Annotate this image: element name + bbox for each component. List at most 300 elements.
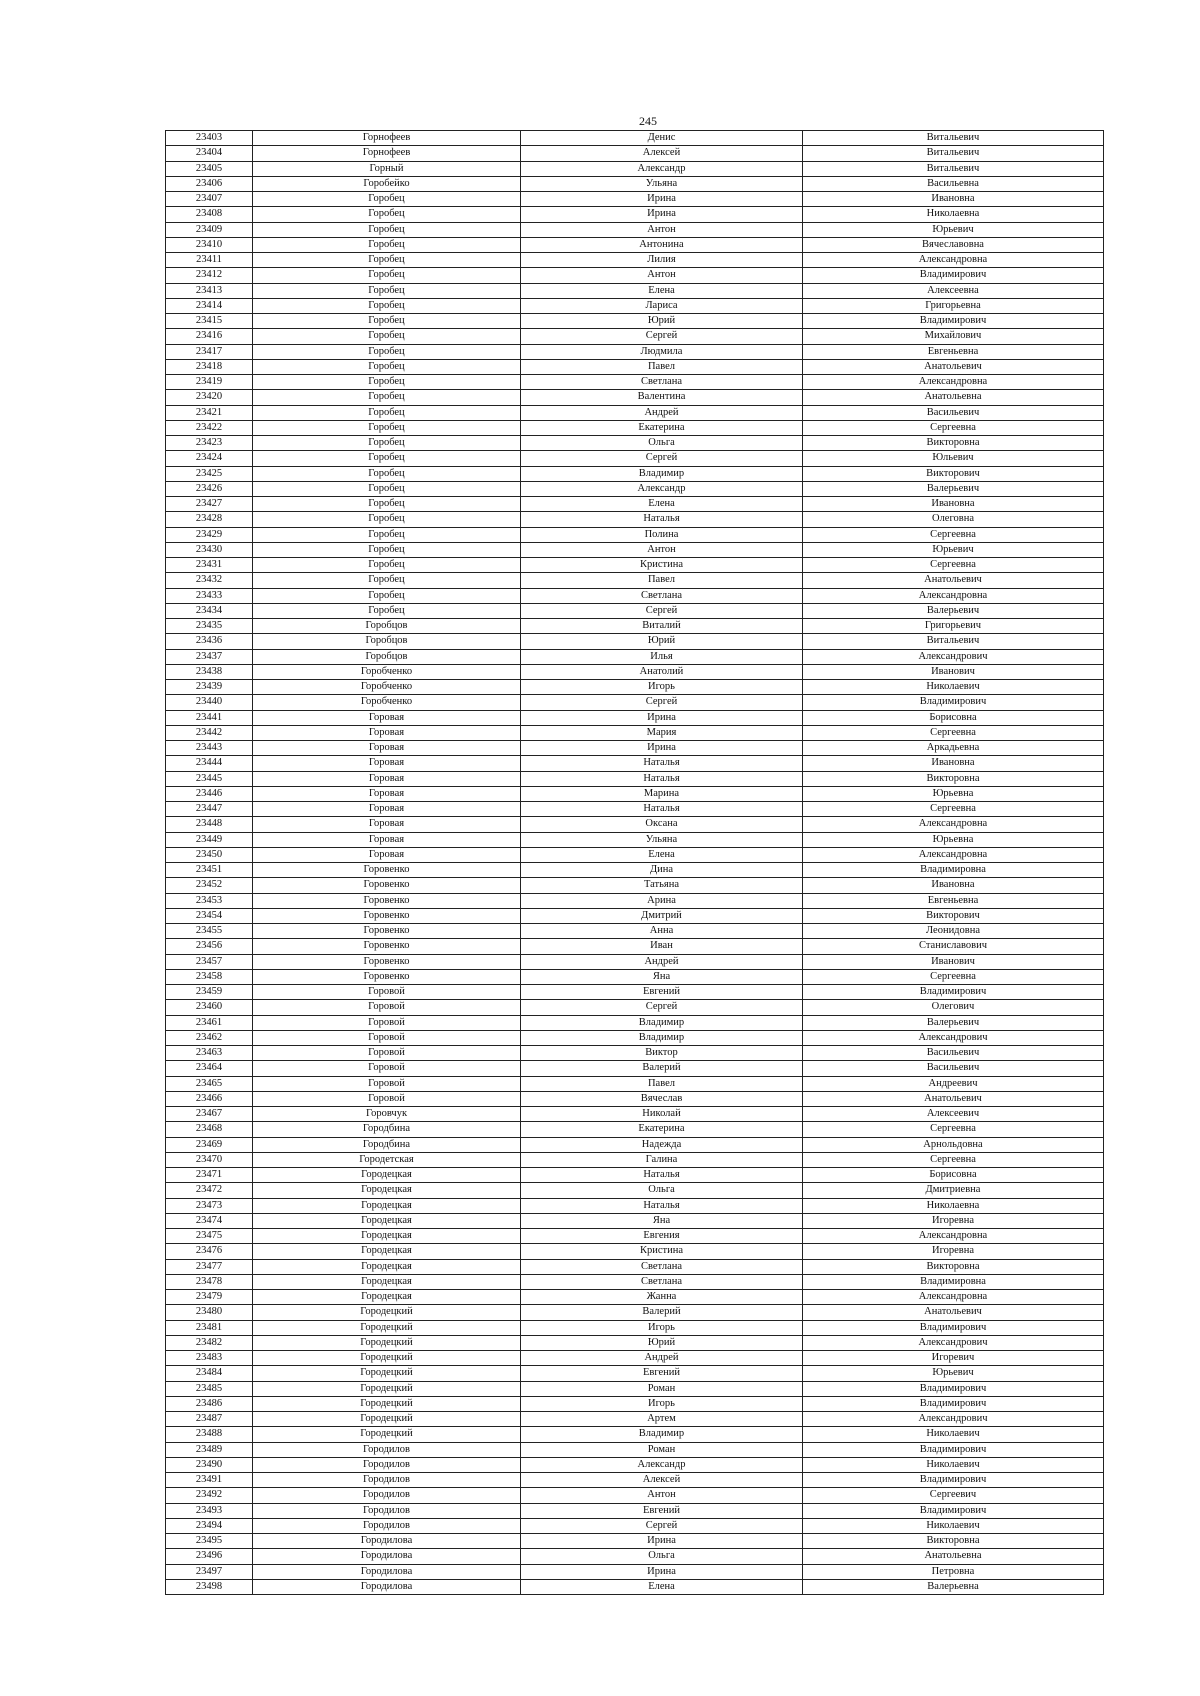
- surname-cell: Горовенко: [253, 908, 521, 923]
- patronymic-cell: Ивановна: [803, 878, 1104, 893]
- surname-cell: Городецкая: [253, 1213, 521, 1228]
- record-number-cell: 23441: [166, 710, 253, 725]
- record-number-cell: 23477: [166, 1259, 253, 1274]
- record-number-cell: 23481: [166, 1320, 253, 1335]
- surname-cell: Горовая: [253, 741, 521, 756]
- surname-cell: Горовенко: [253, 924, 521, 939]
- first-name-cell: Антон: [521, 268, 803, 283]
- record-number-cell: 23437: [166, 649, 253, 664]
- record-number-cell: 23417: [166, 344, 253, 359]
- first-name-cell: Евгений: [521, 1366, 803, 1381]
- table-row: [166, 420, 1104, 435]
- first-name-cell: Павел: [521, 359, 803, 374]
- record-number-cell: 23403: [166, 131, 253, 146]
- patronymic-cell: Николаевич: [803, 1518, 1104, 1533]
- table-row: [166, 908, 1104, 923]
- surname-cell: Горобец: [253, 222, 521, 237]
- surname-cell: Городецкий: [253, 1412, 521, 1427]
- table-row: [166, 680, 1104, 695]
- first-name-cell: Анна: [521, 924, 803, 939]
- table-row: [166, 1534, 1104, 1549]
- record-number-cell: 23421: [166, 405, 253, 420]
- first-name-cell: Антонина: [521, 237, 803, 252]
- record-number-cell: 23447: [166, 802, 253, 817]
- surname-cell: Городилов: [253, 1442, 521, 1457]
- surname-cell: Городилов: [253, 1488, 521, 1503]
- patronymic-cell: Александровна: [803, 1229, 1104, 1244]
- first-name-cell: Андрей: [521, 954, 803, 969]
- first-name-cell: Мария: [521, 725, 803, 740]
- first-name-cell: Сергей: [521, 451, 803, 466]
- patronymic-cell: Иванович: [803, 664, 1104, 679]
- first-name-cell: Виктор: [521, 1046, 803, 1061]
- first-name-cell: Марина: [521, 786, 803, 801]
- record-number-cell: 23473: [166, 1198, 253, 1213]
- first-name-cell: Елена: [521, 847, 803, 862]
- table-row: [166, 695, 1104, 710]
- table-row: [166, 1183, 1104, 1198]
- patronymic-cell: Ивановна: [803, 497, 1104, 512]
- record-number-cell: 23411: [166, 253, 253, 268]
- table-row: [166, 1518, 1104, 1533]
- surname-cell: Горнофеев: [253, 131, 521, 146]
- table-row: [166, 1198, 1104, 1213]
- surname-cell: Городецкий: [253, 1366, 521, 1381]
- record-number-cell: 23458: [166, 969, 253, 984]
- first-name-cell: Елена: [521, 1579, 803, 1594]
- first-name-cell: Светлана: [521, 1259, 803, 1274]
- patronymic-cell: Игоревна: [803, 1244, 1104, 1259]
- record-number-cell: 23423: [166, 436, 253, 451]
- table-row: [166, 222, 1104, 237]
- surname-cell: Горобец: [253, 588, 521, 603]
- surname-cell: Горовая: [253, 725, 521, 740]
- first-name-cell: Игорь: [521, 1320, 803, 1335]
- table-row: [166, 1427, 1104, 1442]
- first-name-cell: Наталья: [521, 771, 803, 786]
- table-row: [166, 298, 1104, 313]
- record-number-cell: 23438: [166, 664, 253, 679]
- first-name-cell: Анатолий: [521, 664, 803, 679]
- roster-table-body: [166, 131, 1104, 1595]
- record-number-cell: 23470: [166, 1152, 253, 1167]
- table-row: [166, 253, 1104, 268]
- first-name-cell: Жанна: [521, 1290, 803, 1305]
- table-row: [166, 924, 1104, 939]
- record-number-cell: 23462: [166, 1030, 253, 1045]
- table-row: [166, 1305, 1104, 1320]
- first-name-cell: Евгений: [521, 985, 803, 1000]
- surname-cell: Горобец: [253, 207, 521, 222]
- patronymic-cell: Григорьевна: [803, 298, 1104, 313]
- surname-cell: Городилова: [253, 1534, 521, 1549]
- patronymic-cell: Владимирович: [803, 1473, 1104, 1488]
- record-number-cell: 23412: [166, 268, 253, 283]
- table-row: [166, 786, 1104, 801]
- patronymic-cell: Анатольевна: [803, 1549, 1104, 1564]
- patronymic-cell: Евгеньевна: [803, 893, 1104, 908]
- first-name-cell: Денис: [521, 131, 803, 146]
- surname-cell: Горовой: [253, 985, 521, 1000]
- table-row: [166, 237, 1104, 252]
- surname-cell: Горобец: [253, 359, 521, 374]
- record-number-cell: 23427: [166, 497, 253, 512]
- table-row: [166, 1442, 1104, 1457]
- surname-cell: Горобец: [253, 436, 521, 451]
- table-row: [166, 756, 1104, 771]
- surname-cell: Горобченко: [253, 680, 521, 695]
- record-number-cell: 23420: [166, 390, 253, 405]
- patronymic-cell: Александровна: [803, 588, 1104, 603]
- surname-cell: Горовчук: [253, 1107, 521, 1122]
- record-number-cell: 23413: [166, 283, 253, 298]
- table-row: [166, 878, 1104, 893]
- first-name-cell: Екатерина: [521, 420, 803, 435]
- first-name-cell: Павел: [521, 573, 803, 588]
- surname-cell: Горнофеев: [253, 146, 521, 161]
- surname-cell: Горовой: [253, 1091, 521, 1106]
- patronymic-cell: Викторовна: [803, 771, 1104, 786]
- page-number: 245: [639, 114, 657, 128]
- patronymic-cell: Арнольдовна: [803, 1137, 1104, 1152]
- record-number-cell: 23460: [166, 1000, 253, 1015]
- patronymic-cell: Александровна: [803, 847, 1104, 862]
- surname-cell: Городецкий: [253, 1305, 521, 1320]
- patronymic-cell: Сергеевна: [803, 527, 1104, 542]
- surname-cell: Горобец: [253, 558, 521, 573]
- first-name-cell: Людмила: [521, 344, 803, 359]
- surname-cell: Горовая: [253, 802, 521, 817]
- patronymic-cell: Юрьевна: [803, 786, 1104, 801]
- patronymic-cell: Анатольевич: [803, 359, 1104, 374]
- surname-cell: Горобец: [253, 512, 521, 527]
- table-row: [166, 558, 1104, 573]
- table-row: [166, 283, 1104, 298]
- patronymic-cell: Сергеевна: [803, 420, 1104, 435]
- first-name-cell: Евгений: [521, 1503, 803, 1518]
- record-number-cell: 23428: [166, 512, 253, 527]
- surname-cell: Горобцов: [253, 649, 521, 664]
- surname-cell: Горобец: [253, 283, 521, 298]
- patronymic-cell: Ивановна: [803, 756, 1104, 771]
- record-number-cell: 23463: [166, 1046, 253, 1061]
- table-row: [166, 1168, 1104, 1183]
- surname-cell: Городецкий: [253, 1396, 521, 1411]
- first-name-cell: Роман: [521, 1442, 803, 1457]
- patronymic-cell: Александровна: [803, 817, 1104, 832]
- patronymic-cell: Олегович: [803, 1000, 1104, 1015]
- record-number-cell: 23456: [166, 939, 253, 954]
- patronymic-cell: Николаевна: [803, 207, 1104, 222]
- patronymic-cell: Юльевич: [803, 451, 1104, 466]
- record-number-cell: 23430: [166, 542, 253, 557]
- surname-cell: Горовенко: [253, 878, 521, 893]
- record-number-cell: 23468: [166, 1122, 253, 1137]
- record-number-cell: 23439: [166, 680, 253, 695]
- record-number-cell: 23407: [166, 192, 253, 207]
- surname-cell: Горовая: [253, 756, 521, 771]
- table-row: [166, 634, 1104, 649]
- record-number-cell: 23432: [166, 573, 253, 588]
- first-name-cell: Ирина: [521, 710, 803, 725]
- first-name-cell: Роман: [521, 1381, 803, 1396]
- surname-cell: Городилов: [253, 1518, 521, 1533]
- first-name-cell: Яна: [521, 969, 803, 984]
- patronymic-cell: Владимировна: [803, 1274, 1104, 1289]
- patronymic-cell: Вячеславовна: [803, 237, 1104, 252]
- table-row: [166, 314, 1104, 329]
- record-number-cell: 23467: [166, 1107, 253, 1122]
- record-number-cell: 23453: [166, 893, 253, 908]
- surname-cell: Горобец: [253, 375, 521, 390]
- surname-cell: Городетская: [253, 1152, 521, 1167]
- patronymic-cell: Владимирович: [803, 1503, 1104, 1518]
- table-row: [166, 1579, 1104, 1594]
- table-row: [166, 939, 1104, 954]
- surname-cell: Городилов: [253, 1457, 521, 1472]
- first-name-cell: Ирина: [521, 741, 803, 756]
- surname-cell: Горобец: [253, 344, 521, 359]
- patronymic-cell: Анатольевич: [803, 573, 1104, 588]
- surname-cell: Горовой: [253, 1030, 521, 1045]
- surname-cell: Горовая: [253, 771, 521, 786]
- table-row: [166, 1091, 1104, 1106]
- first-name-cell: Андрей: [521, 405, 803, 420]
- table-row: [166, 192, 1104, 207]
- patronymic-cell: Сергеевна: [803, 1122, 1104, 1137]
- record-number-cell: 23416: [166, 329, 253, 344]
- surname-cell: Горобец: [253, 268, 521, 283]
- table-row: [166, 847, 1104, 862]
- table-row: [166, 146, 1104, 161]
- surname-cell: Городецкий: [253, 1335, 521, 1350]
- patronymic-cell: Владимирович: [803, 314, 1104, 329]
- surname-cell: Горовенко: [253, 969, 521, 984]
- table-row: [166, 451, 1104, 466]
- patronymic-cell: Михайлович: [803, 329, 1104, 344]
- surname-cell: Горобец: [253, 298, 521, 313]
- surname-cell: Горобцов: [253, 634, 521, 649]
- table-row: [166, 375, 1104, 390]
- first-name-cell: Наталья: [521, 802, 803, 817]
- first-name-cell: Сергей: [521, 603, 803, 618]
- table-row: [166, 969, 1104, 984]
- first-name-cell: Александр: [521, 1457, 803, 1472]
- patronymic-cell: Витальевич: [803, 146, 1104, 161]
- record-number-cell: 23469: [166, 1137, 253, 1152]
- table-row: [166, 863, 1104, 878]
- first-name-cell: Александр: [521, 161, 803, 176]
- first-name-cell: Сергей: [521, 1000, 803, 1015]
- first-name-cell: Валерий: [521, 1305, 803, 1320]
- first-name-cell: Ульяна: [521, 832, 803, 847]
- patronymic-cell: Александрович: [803, 1412, 1104, 1427]
- record-number-cell: 23406: [166, 176, 253, 191]
- first-name-cell: Ольга: [521, 1549, 803, 1564]
- record-number-cell: 23465: [166, 1076, 253, 1091]
- record-number-cell: 23415: [166, 314, 253, 329]
- surname-cell: Горобец: [253, 466, 521, 481]
- patronymic-cell: Николаевна: [803, 1198, 1104, 1213]
- first-name-cell: Антон: [521, 222, 803, 237]
- first-name-cell: Юрий: [521, 634, 803, 649]
- first-name-cell: Яна: [521, 1213, 803, 1228]
- record-number-cell: 23434: [166, 603, 253, 618]
- record-number-cell: 23493: [166, 1503, 253, 1518]
- record-number-cell: 23487: [166, 1412, 253, 1427]
- first-name-cell: Светлана: [521, 1274, 803, 1289]
- record-number-cell: 23492: [166, 1488, 253, 1503]
- record-number-cell: 23443: [166, 741, 253, 756]
- first-name-cell: Алексей: [521, 146, 803, 161]
- first-name-cell: Владимир: [521, 1427, 803, 1442]
- surname-cell: Горовая: [253, 847, 521, 862]
- table-row: [166, 329, 1104, 344]
- patronymic-cell: Юрьевич: [803, 222, 1104, 237]
- patronymic-cell: Григорьевич: [803, 619, 1104, 634]
- record-number-cell: 23457: [166, 954, 253, 969]
- surname-cell: Горный: [253, 161, 521, 176]
- patronymic-cell: Викторович: [803, 908, 1104, 923]
- record-number-cell: 23429: [166, 527, 253, 542]
- patronymic-cell: Юрьевич: [803, 542, 1104, 557]
- first-name-cell: Александр: [521, 481, 803, 496]
- record-number-cell: 23431: [166, 558, 253, 573]
- first-name-cell: Галина: [521, 1152, 803, 1167]
- first-name-cell: Сергей: [521, 1518, 803, 1533]
- first-name-cell: Юрий: [521, 1335, 803, 1350]
- table-row: [166, 1473, 1104, 1488]
- table-row: [166, 664, 1104, 679]
- record-number-cell: 23435: [166, 619, 253, 634]
- patronymic-cell: Витальевич: [803, 634, 1104, 649]
- patronymic-cell: Валерьевич: [803, 1015, 1104, 1030]
- record-number-cell: 23433: [166, 588, 253, 603]
- patronymic-cell: Александрович: [803, 1335, 1104, 1350]
- first-name-cell: Николай: [521, 1107, 803, 1122]
- patronymic-cell: Валерьевич: [803, 481, 1104, 496]
- surname-cell: Городбина: [253, 1122, 521, 1137]
- table-row: [166, 1137, 1104, 1152]
- first-name-cell: Светлана: [521, 588, 803, 603]
- first-name-cell: Владимир: [521, 466, 803, 481]
- table-row: [166, 710, 1104, 725]
- patronymic-cell: Викторович: [803, 466, 1104, 481]
- patronymic-cell: Александрович: [803, 1030, 1104, 1045]
- surname-cell: Горовой: [253, 1061, 521, 1076]
- record-number-cell: 23459: [166, 985, 253, 1000]
- table-row: [166, 359, 1104, 374]
- record-number-cell: 23476: [166, 1244, 253, 1259]
- table-row: [166, 1549, 1104, 1564]
- patronymic-cell: Юрьевна: [803, 832, 1104, 847]
- first-name-cell: Евгения: [521, 1229, 803, 1244]
- table-row: [166, 1107, 1104, 1122]
- patronymic-cell: Николаевич: [803, 1427, 1104, 1442]
- table-row: [166, 817, 1104, 832]
- record-number-cell: 23418: [166, 359, 253, 374]
- table-row: [166, 1366, 1104, 1381]
- surname-cell: Городбина: [253, 1137, 521, 1152]
- surname-cell: Горобец: [253, 405, 521, 420]
- record-number-cell: 23496: [166, 1549, 253, 1564]
- patronymic-cell: Аркадьевна: [803, 741, 1104, 756]
- patronymic-cell: Александровна: [803, 1290, 1104, 1305]
- first-name-cell: Екатерина: [521, 1122, 803, 1137]
- patronymic-cell: Андреевич: [803, 1076, 1104, 1091]
- record-number-cell: 23495: [166, 1534, 253, 1549]
- surname-cell: Горовая: [253, 786, 521, 801]
- patronymic-cell: Дмитриевна: [803, 1183, 1104, 1198]
- patronymic-cell: Игоревна: [803, 1213, 1104, 1228]
- record-number-cell: 23490: [166, 1457, 253, 1472]
- record-number-cell: 23405: [166, 161, 253, 176]
- first-name-cell: Полина: [521, 527, 803, 542]
- record-number-cell: 23466: [166, 1091, 253, 1106]
- patronymic-cell: Алексеевич: [803, 1107, 1104, 1122]
- first-name-cell: Ольга: [521, 1183, 803, 1198]
- patronymic-cell: Александрович: [803, 649, 1104, 664]
- record-number-cell: 23479: [166, 1290, 253, 1305]
- table-row: [166, 1412, 1104, 1427]
- record-number-cell: 23404: [166, 146, 253, 161]
- first-name-cell: Светлана: [521, 375, 803, 390]
- table-row: [166, 1290, 1104, 1305]
- record-number-cell: 23455: [166, 924, 253, 939]
- record-number-cell: 23471: [166, 1168, 253, 1183]
- record-number-cell: 23445: [166, 771, 253, 786]
- record-number-cell: 23436: [166, 634, 253, 649]
- table-row: [166, 405, 1104, 420]
- record-number-cell: 23448: [166, 817, 253, 832]
- surname-cell: Городилов: [253, 1473, 521, 1488]
- table-row: [166, 588, 1104, 603]
- first-name-cell: Антон: [521, 1488, 803, 1503]
- first-name-cell: Дмитрий: [521, 908, 803, 923]
- surname-cell: Горобец: [253, 420, 521, 435]
- patronymic-cell: Юрьевич: [803, 1366, 1104, 1381]
- table-row: [166, 1000, 1104, 1015]
- table-row: [166, 1015, 1104, 1030]
- first-name-cell: Елена: [521, 497, 803, 512]
- patronymic-cell: Владимирович: [803, 1320, 1104, 1335]
- patronymic-cell: Анатольевич: [803, 1091, 1104, 1106]
- table-row: [166, 512, 1104, 527]
- record-number-cell: 23454: [166, 908, 253, 923]
- record-number-cell: 23485: [166, 1381, 253, 1396]
- patronymic-cell: Сергеевич: [803, 1488, 1104, 1503]
- first-name-cell: Виталий: [521, 619, 803, 634]
- table-row: [166, 954, 1104, 969]
- record-number-cell: 23426: [166, 481, 253, 496]
- surname-cell: Горовая: [253, 710, 521, 725]
- record-number-cell: 23424: [166, 451, 253, 466]
- table-row: [166, 497, 1104, 512]
- first-name-cell: Кристина: [521, 1244, 803, 1259]
- record-number-cell: 23483: [166, 1351, 253, 1366]
- surname-cell: Горобец: [253, 527, 521, 542]
- surname-cell: Горобец: [253, 390, 521, 405]
- first-name-cell: Валерий: [521, 1061, 803, 1076]
- surname-cell: Горобец: [253, 603, 521, 618]
- patronymic-cell: Борисовна: [803, 710, 1104, 725]
- surname-cell: Городецкий: [253, 1320, 521, 1335]
- table-row: [166, 176, 1104, 191]
- record-number-cell: 23491: [166, 1473, 253, 1488]
- table-row: [166, 1335, 1104, 1350]
- patronymic-cell: Витальевич: [803, 161, 1104, 176]
- table-row: [166, 527, 1104, 542]
